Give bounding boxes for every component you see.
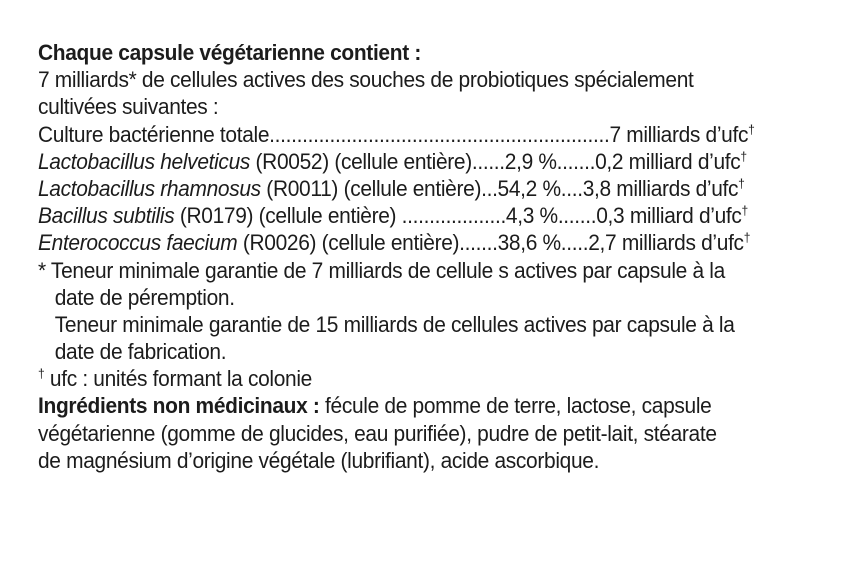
strain-name: Lactobacillus rhamnosus <box>38 175 261 201</box>
footnote-star-line: Teneur minimale garantie de 15 milliards de cellules actives par capsule à la <box>54 311 735 337</box>
row-strain <box>38 202 773 229</box>
row-strain <box>38 175 773 202</box>
ingredients-line <box>38 392 773 419</box>
strain-name: Bacillus subtilis <box>38 203 175 229</box>
row-name: Culture bactérienne totale <box>38 121 270 147</box>
row-value: (cellule entière).......38,6 %.....2,7 milliards d’ufc <box>316 230 744 256</box>
row-strain <box>38 148 773 175</box>
row-total <box>38 121 773 148</box>
row-value: (cellule entière) ...................4,3 %.......0,3 milliard d’ufc <box>253 203 742 229</box>
ingredients-line: végétarienne (gomme de glucides, eau purifiée), pudre de petit-lait, stéarate <box>38 420 717 446</box>
dagger-mark: † <box>743 230 751 246</box>
ingredients-text: fécule de pomme de terre, lactose, capsule <box>319 393 712 419</box>
dagger-mark: † <box>740 148 747 164</box>
footnote-dagger-text: ufc : unités formant la colonie <box>44 366 312 392</box>
heading: Chaque capsule végétarienne contient : <box>38 40 421 65</box>
strain-name: Enterococcus faecium <box>38 230 238 256</box>
row-value: (cellule entière)...54,2 %....3,8 milliards d’ufc <box>338 175 739 201</box>
intro-line-2: cultivées suivantes : <box>38 94 219 120</box>
dagger-mark: † <box>38 366 45 382</box>
intro-line-1: 7 milliards* de cellules actives des souches de probiotiques spécialement <box>38 67 694 93</box>
row-value: (cellule entière)......2,9 %.......0,2 milliard d’ufc <box>328 148 741 174</box>
supplement-facts-panel <box>38 39 773 474</box>
strain-code: (R0026) <box>237 230 317 256</box>
ingredients-label: Ingrédients non médicinaux : <box>38 393 320 419</box>
dagger-mark: † <box>741 203 748 219</box>
footnote-star-line: date de fabrication. <box>54 339 227 365</box>
footnote-star-line: date de péremption. <box>54 284 235 310</box>
strain-code: (R0179) <box>174 203 254 229</box>
strain-name: Lactobacillus helveticus <box>38 148 251 174</box>
footnote-star-line: * Teneur minimale garantie de 7 milliards de cellule s actives par capsule à la <box>38 257 725 283</box>
row-value: ..............................................................7 milliards d’ufc <box>269 121 749 147</box>
footnote-dagger <box>38 365 773 392</box>
dagger-mark: † <box>748 121 755 137</box>
strain-code: (R0011) <box>260 175 339 201</box>
dagger-mark: † <box>738 175 745 191</box>
strain-code: (R0052) <box>250 148 329 174</box>
ingredients-line: de magnésium d’origine végétale (lubrifiant), acide ascorbique. <box>38 447 600 473</box>
row-strain <box>38 229 773 256</box>
